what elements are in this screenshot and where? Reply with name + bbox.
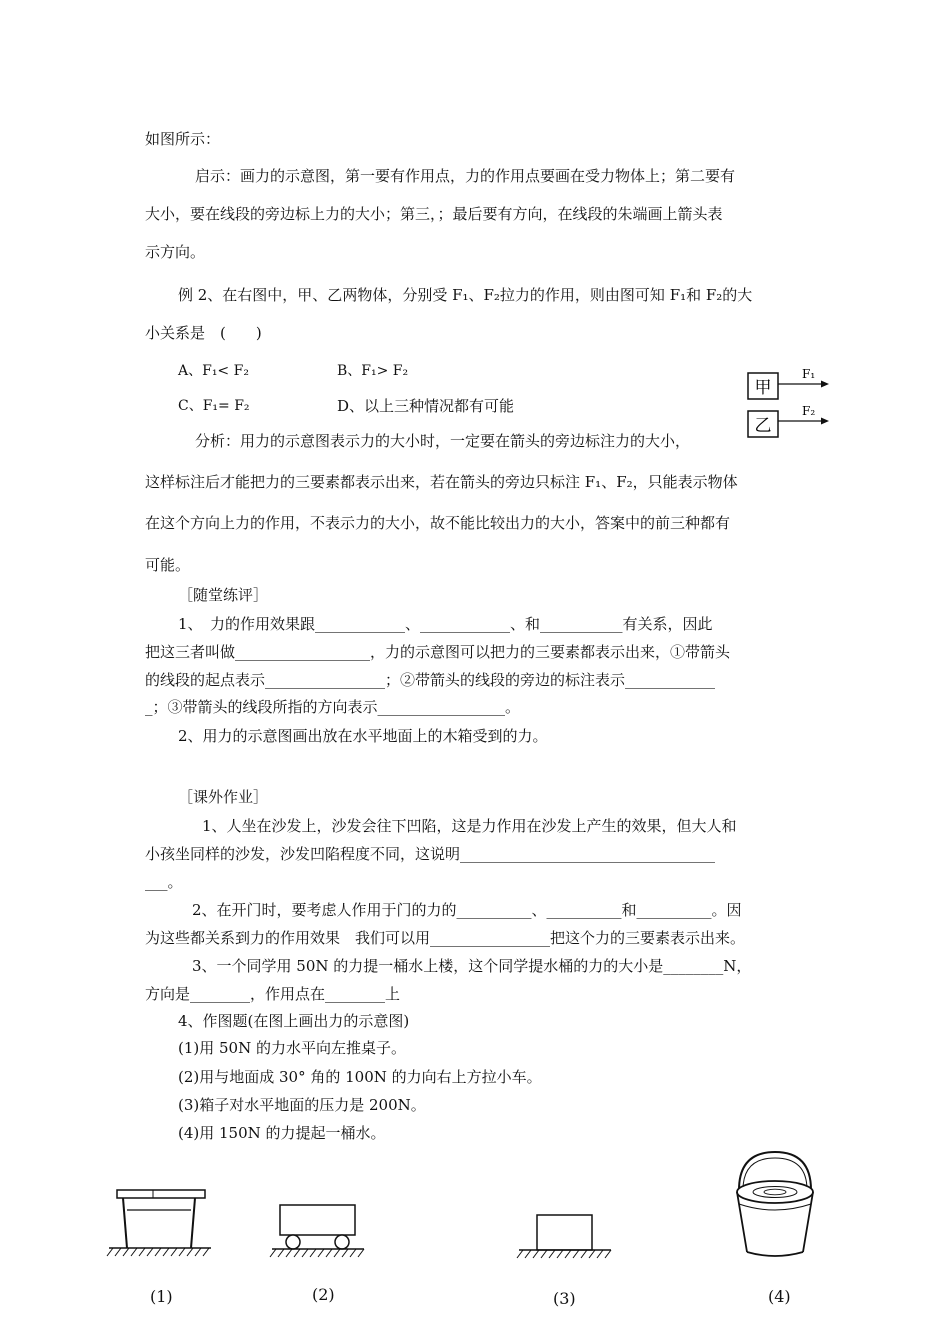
homework-q4-title: 4、作图题(在图上画出力的示意图) (178, 1012, 410, 1030)
cart-figure (268, 1195, 368, 1260)
homework-q3-line-2: 方向是________，作用点在________上 (145, 985, 401, 1003)
wheel (286, 1235, 300, 1249)
text-line-hint-3: 示方向。 (145, 243, 206, 261)
text-line-example-2: 小关系是 ( ) (145, 324, 262, 342)
homework-q2-line-1: 2、在开门时，要考虑人作用于门的力的__________、__________和__________。因 (192, 901, 742, 919)
practice-q2: 2、用力的示意图画出放在水平地面上的木箱受到的力。 (178, 727, 548, 745)
homework-q4-item-4: (4)用 150N 的力提起一桶水。 (178, 1124, 386, 1142)
figure-label-2: (2) (312, 1285, 335, 1304)
homework-q1-line-1: 1、人坐在沙发上，沙发会往下凹陷，这是力作用在沙发上产生的效果，但大人和 (202, 817, 737, 835)
homework-q1-line-3: ___。 (145, 873, 183, 891)
text-line-analysis-2: 这样标注后才能把力的三要素都表示出来，若在箭头的旁边只标注 F₁、F₂，只能表示物体 (145, 473, 738, 491)
text-line-analysis-3: 在这个方向上力的作用，不表示力的大小，故不能比较出力的大小，答案中的前三种都有 (145, 514, 731, 532)
text-line-example-1: 例 2、在右图中，甲、乙两物体，分别受 F₁、F₂拉力的作用，则由图可知 F₁和 F₂的大 (178, 286, 753, 304)
practice-q1-line-3: 的线段的起点表示________________；②带箭头的线段的旁边的标注表示____________ (145, 671, 716, 689)
block-yi (748, 411, 778, 437)
block-jia (748, 373, 778, 399)
practice-q1-line-2: 把这三者叫做__________________，力的示意图可以把力的三要素都表示出来，①带箭头 (145, 643, 731, 661)
table-figure (105, 1180, 215, 1260)
homework-q3-line-1: 3、一个同学用 50N 的力提一桶水上楼，这个同学提水桶的力的大小是________N， (192, 957, 752, 975)
option-d: D、以上三种情况都有可能 (337, 397, 515, 415)
svg-text:乙: 乙 (754, 416, 772, 436)
homework-q4-item-2: (2)用与地面成 30° 角的 100N 的力向右上方拉小车。 (178, 1068, 542, 1086)
wheel (335, 1235, 349, 1249)
section-heading-practice: ［随堂练评］ (178, 586, 269, 604)
practice-q1-line-4: _；③带箭头的线段所指的方向表示_________________。 (145, 698, 521, 716)
option-c: C、F₁= F₂ (178, 398, 250, 414)
arrowhead-f2 (821, 418, 829, 425)
text-line-analysis-1: 分析：用力的示意图表示力的大小时，一定要在箭头的旁边标注力的大小， (195, 432, 691, 450)
homework-q2-line-2: 为这些都关系到力的作用效果 我们可以用________________把这个力的三要素表示出来。 (145, 929, 746, 947)
box-figure (515, 1205, 615, 1265)
homework-q1-line-2: 小孩坐同样的沙发，沙发凹陷程度不同，这说明__________________________________ (145, 845, 716, 863)
bucket-figure (725, 1148, 825, 1263)
section-heading-homework: ［课外作业］ (178, 788, 269, 806)
arrowhead-f1 (821, 381, 829, 388)
option-a: A、F₁< F₂ (178, 363, 249, 379)
homework-q4-item-3: (3)箱子对水平地面的压力是 200N。 (178, 1096, 426, 1114)
text-line-analysis-4: 可能。 (145, 556, 191, 574)
text-line-intro: 如图所示： (145, 130, 221, 148)
figure-label-3: (3) (553, 1289, 576, 1308)
label-f1: F₁ (802, 367, 816, 381)
figure-label-4: (4) (768, 1287, 791, 1306)
text-line-hint-2: 大小，要在线段的旁边标上力的大小；第三，；最后要有方向，在线段的朱端画上箭头表 (145, 205, 723, 223)
practice-q1-line-1: 1、 力的作用效果跟____________、____________、和___________有关系，因此 (178, 615, 713, 633)
force-example-figure (740, 365, 840, 445)
text-line-hint-1: 启示：画力的示意图，第一要有作用点，力的作用点要画在受力物体上；第二要有 (195, 167, 736, 185)
homework-q4-item-1: (1)用 50N 的力水平向左推桌子。 (178, 1039, 406, 1057)
svg-text:甲: 甲 (754, 378, 772, 398)
option-b: B、F₁> F₂ (337, 363, 409, 379)
figure-label-1: (1) (150, 1287, 173, 1306)
label-f2: F₂ (802, 404, 816, 418)
